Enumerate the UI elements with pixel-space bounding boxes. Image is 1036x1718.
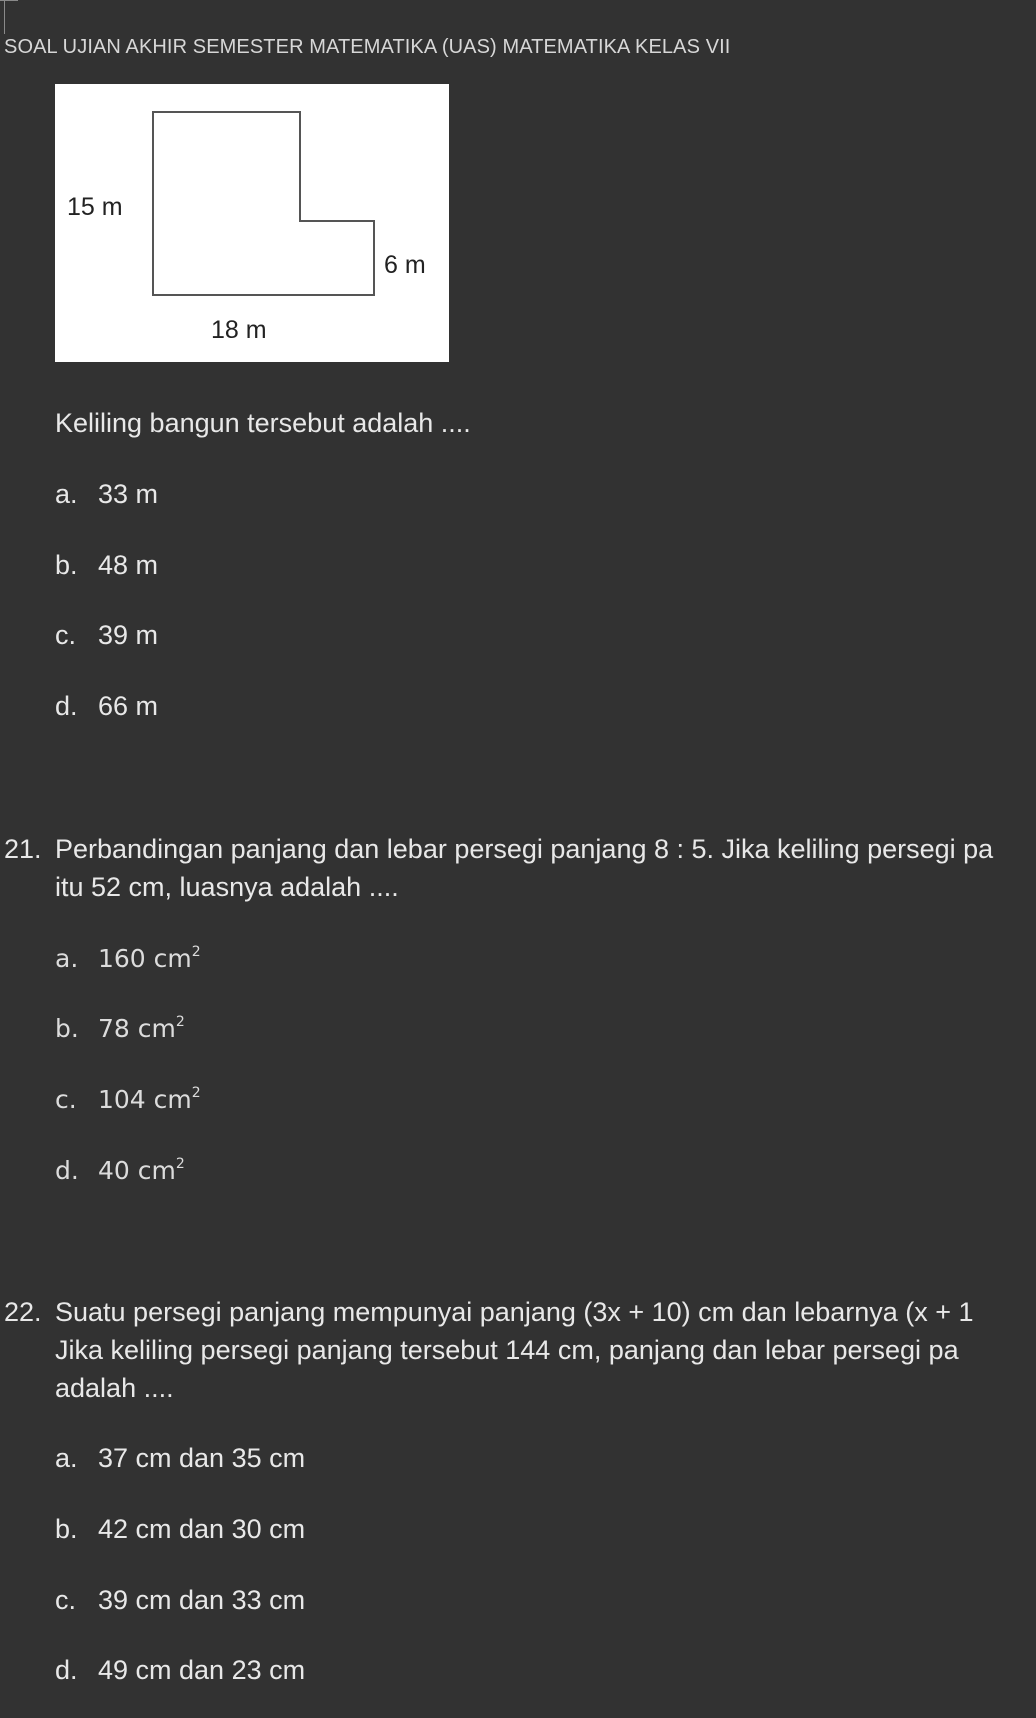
option-value: 40 cm: [98, 1156, 176, 1185]
option-text: 33 m: [98, 479, 159, 509]
option-exponent: 2: [175, 1013, 185, 1030]
l-shape-diagram: [55, 84, 449, 362]
option-letter: b.: [55, 1014, 79, 1043]
q22-text: [55, 1293, 1036, 1407]
option-text: 48 m: [98, 550, 159, 580]
q22-option-a[interactable]: [55, 1443, 305, 1474]
option-text: 37 cm dan 35 cm: [98, 1443, 306, 1473]
option-letter: a.: [55, 1443, 78, 1473]
q22-option-c[interactable]: [55, 1585, 305, 1616]
q20-prompt: Keliling bangun tersebut adalah ....: [55, 408, 471, 438]
option-letter: a.: [55, 479, 78, 509]
option-text: 49 cm dan 23 cm: [98, 1655, 306, 1685]
q20-option-c[interactable]: [55, 620, 158, 651]
option-text: 42 cm dan 30 cm: [98, 1514, 306, 1544]
option-text: 39 cm dan 33 cm: [98, 1585, 306, 1615]
label-side-6m: 6 m: [384, 251, 426, 279]
q20-option-a[interactable]: [55, 479, 158, 510]
option-text: 39 m: [98, 620, 159, 650]
q21-line-2: itu 52 cm, luasnya adalah ....: [55, 872, 399, 902]
option-value: 160 cm: [98, 944, 192, 973]
corner-crop-mark: [0, 0, 5, 34]
q20-option-b[interactable]: [55, 550, 158, 581]
l-shape-figure: [55, 84, 449, 362]
option-value: 78 cm: [98, 1014, 176, 1043]
q21-text: [55, 830, 1036, 906]
q21-line-1: Perbandingan panjang dan lebar persegi panjang 8 : 5. Jika keliling persegi pa: [55, 834, 994, 864]
q21-option-b[interactable]: [55, 1014, 185, 1043]
option-letter: a.: [55, 944, 79, 973]
q22-option-b[interactable]: [55, 1514, 305, 1545]
option-letter: c.: [55, 1085, 77, 1114]
document-title: SOAL UJIAN AKHIR SEMESTER MATEMATIKA (UAS) MATEMATIKA KELAS VII: [4, 36, 731, 58]
option-exponent: 2: [175, 1155, 185, 1172]
option-exponent: 2: [191, 1084, 201, 1101]
q21-option-d[interactable]: [55, 1156, 185, 1185]
option-exponent: 2: [191, 943, 201, 960]
q21-number: 21.: [4, 834, 42, 864]
option-value: 104 cm: [98, 1085, 192, 1114]
l-shape-outline: [153, 112, 374, 295]
option-letter: b.: [55, 550, 78, 580]
option-letter: b.: [55, 1514, 78, 1544]
label-width-18m: 18 m: [211, 316, 267, 344]
label-height-15m: 15 m: [67, 193, 123, 221]
q22-number: 22.: [4, 1297, 42, 1327]
q21-option-a[interactable]: [55, 944, 201, 973]
option-text: 66 m: [98, 691, 159, 721]
q21-option-c[interactable]: [55, 1085, 201, 1114]
q20-option-d[interactable]: [55, 691, 158, 722]
q22-option-d[interactable]: [55, 1655, 305, 1686]
option-letter: c.: [55, 1585, 77, 1615]
option-letter: d.: [55, 1156, 79, 1185]
option-letter: c.: [55, 620, 77, 650]
option-letter: d.: [55, 1655, 78, 1685]
option-letter: d.: [55, 691, 78, 721]
q22-line-2: Jika keliling persegi panjang tersebut 144 cm, panjang dan lebar persegi pa: [55, 1335, 959, 1365]
q22-line-3: adalah ....: [55, 1373, 174, 1403]
q22-line-1: Suatu persegi panjang mempunyai panjang (3x + 10) cm dan lebarnya (x + 1: [55, 1297, 974, 1327]
